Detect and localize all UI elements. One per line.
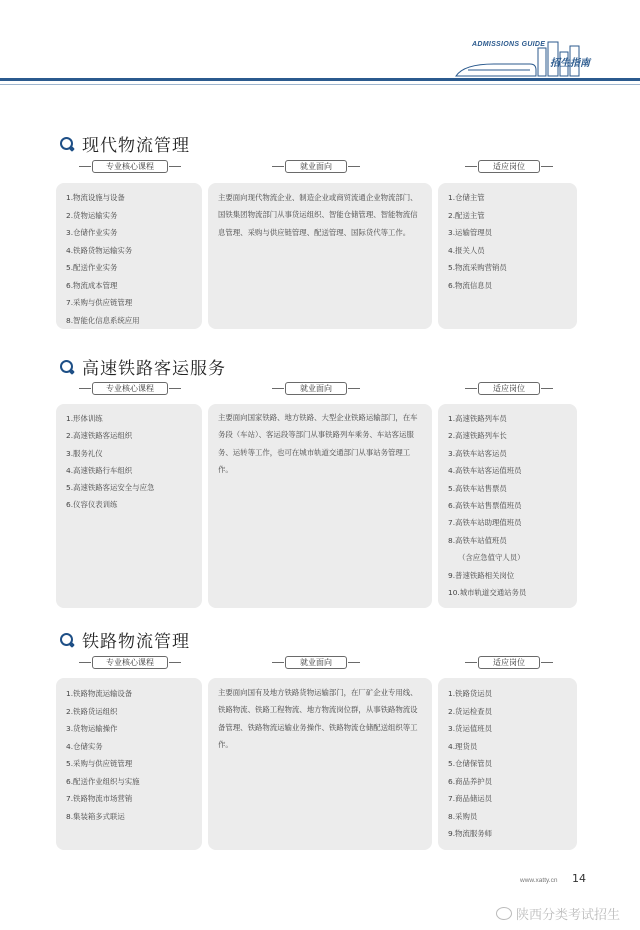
courses-box	[56, 183, 202, 329]
list-item: 1.形体训练	[66, 414, 103, 423]
employment-label: 就业面向	[285, 382, 347, 395]
positions-box	[438, 404, 577, 608]
positions-label: 适应岗位	[478, 656, 540, 669]
employment-text: 主要面向国家铁路、地方铁路、大型企业铁路运输部门，在车务段（车站）、客运段等部门从事铁路列车乘务、车站客运服务、运转等工作，也可在城市轨道交通部门从事站务管理工作。	[218, 413, 418, 475]
admissions-guide-logo	[454, 40, 590, 82]
list-item: 7.商品储运员	[448, 794, 493, 803]
list-item: 9.普速铁路相关岗位	[448, 570, 515, 580]
list-item: 1.仓储主管	[448, 193, 485, 202]
list-item: 4.高速铁路行车组织	[66, 465, 133, 475]
list-item: 3.运输管理员	[448, 228, 493, 237]
list-item: 8.智能化信息系统应用	[66, 315, 140, 325]
page-number: 14	[572, 872, 586, 885]
magnifier-icon	[60, 633, 73, 646]
list-item: 8.采购员	[448, 811, 478, 821]
courses-list	[66, 192, 202, 332]
header-rule	[0, 78, 640, 81]
magnifier-icon	[60, 360, 73, 373]
positions-label: 适应岗位	[478, 382, 540, 395]
list-item: 6.商品养护员	[448, 776, 493, 786]
positions-list	[448, 688, 577, 846]
section-heading	[60, 627, 190, 652]
list-item: 6.物流信息员	[448, 280, 493, 290]
list-item: 5.物流采购营销员	[448, 263, 507, 272]
positions-box	[438, 678, 577, 850]
list-item: 6.配送作业组织与实施	[66, 776, 140, 786]
employment-label: 就业面向	[285, 160, 347, 173]
list-item: 7.高铁车站助理值班员	[448, 518, 522, 528]
website-url: www.xatty.cn	[520, 877, 558, 884]
positions-list	[448, 413, 577, 604]
list-item: 5.高铁车站售票员	[448, 483, 507, 493]
courses-list	[66, 413, 202, 517]
list-item: 3.仓储作业实务	[66, 228, 118, 237]
list-item: 7.采购与供应链管理	[66, 298, 133, 307]
list-item: 3.高铁车站客运员	[448, 448, 507, 458]
watermark-text: 陕西分类考试招生	[516, 908, 621, 923]
courses-list	[66, 688, 202, 828]
list-item: 5.高速铁路客运安全与应急	[66, 483, 155, 493]
list-item: 5.仓储保管员	[448, 759, 493, 768]
section-title: 现代物流管理	[82, 136, 190, 156]
watermark	[496, 904, 620, 923]
list-item: 4.报关人员	[448, 245, 485, 255]
courses-label: 专业核心课程	[92, 160, 168, 173]
courses-box	[56, 678, 202, 850]
header-title-cn: 招生指南	[550, 58, 590, 69]
section-title: 铁路物流管理	[82, 632, 190, 652]
list-item: 1.物流设施与设备	[66, 193, 125, 202]
magnifier-icon	[60, 137, 73, 150]
list-item: 8.高铁车站值班员	[448, 535, 507, 545]
list-item: 4.铁路货物运输实务	[66, 245, 133, 255]
section-title: 高速铁路客运服务	[82, 359, 226, 379]
positions-box	[438, 183, 577, 329]
employment-box	[208, 404, 432, 608]
courses-box	[56, 404, 202, 608]
list-item: 1.铁路货运员	[448, 689, 493, 698]
list-item: 4.理货员	[448, 741, 478, 751]
list-item: 3.货运值班员	[448, 724, 493, 733]
header-title-en: ADMISSIONS GUIDE	[472, 41, 546, 48]
list-item: 5.采购与供应链管理	[66, 759, 133, 768]
employment-label: 就业面向	[285, 656, 347, 669]
employment-box	[208, 183, 432, 329]
list-item: 1.高速铁路列车员	[448, 414, 507, 423]
positions-label: 适应岗位	[478, 160, 540, 173]
list-item: 2.铁路货运组织	[66, 706, 118, 716]
list-item: 5.配送作业实务	[66, 263, 118, 272]
list-item: 6.物流成本管理	[66, 280, 118, 290]
list-item: 2.货运检查员	[448, 706, 493, 716]
list-item: 7.铁路物流市场营销	[66, 794, 133, 803]
employment-text: 主要面向国有及地方铁路货物运输部门，在厂矿企业专用线、铁路物流、铁路工程物流、地方物流岗位群，从事铁路物流设备管理、铁路物流运输业务操作、铁路物流仓储配送组织等工作。	[218, 688, 418, 750]
list-item: 4.仓储实务	[66, 741, 103, 751]
list-item: 1.铁路物流运输设备	[66, 689, 133, 698]
section-heading	[60, 131, 190, 156]
list-item: 4.高铁车站客运值班员	[448, 466, 522, 476]
weibo-icon	[496, 907, 512, 920]
positions-list	[448, 192, 577, 297]
list-item: 2.高速铁路客运组织	[66, 431, 133, 441]
list-item: 2.高速铁路列车长	[448, 431, 507, 441]
courses-label: 专业核心课程	[92, 656, 168, 669]
list-item: 3.货物运输操作	[66, 724, 118, 733]
list-item: 3.服务礼仪	[66, 448, 103, 458]
courses-label: 专业核心课程	[92, 382, 168, 395]
list-item: （含应急值守人员）	[458, 553, 525, 563]
list-item: 8.集装箱多式联运	[66, 811, 125, 821]
list-item: 9.物流服务师	[448, 829, 493, 838]
employment-text: 主要面向现代物流企业、制造企业或商贸流通企业物流部门、国铁集团物流部门从事货运组织、智能仓储管理、智能物流信息管理、采购与供应链管理、配送管理、国际货代等工作。	[218, 193, 418, 237]
list-item: 6.仪容仪表训练	[66, 500, 118, 510]
list-item: 2.货物运输实务	[66, 210, 118, 220]
employment-box	[208, 678, 432, 850]
list-item: 10.城市轨道交通站务员	[448, 587, 527, 597]
list-item: 6.高铁车站售票值班员	[448, 500, 522, 510]
section-heading	[60, 354, 226, 379]
list-item: 2.配送主管	[448, 210, 485, 220]
header-rule-thin	[0, 84, 640, 85]
